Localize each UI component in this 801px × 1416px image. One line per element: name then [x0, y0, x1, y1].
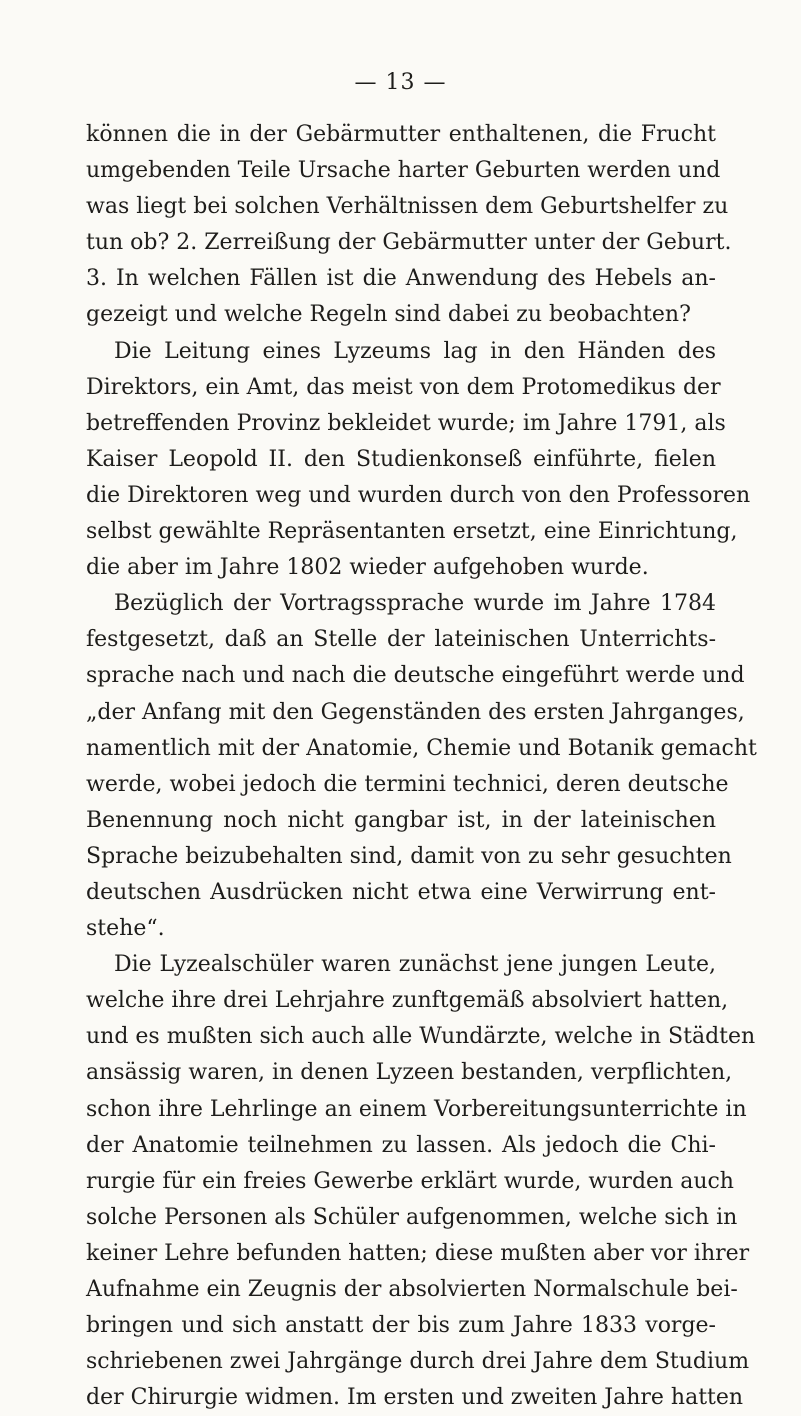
paragraph-start-line: Die Lyzealschüler waren zunächst jene jungen Leute, [114, 952, 716, 978]
text-line: die aber im Jahre 1802 wieder aufgehoben wurde. [86, 555, 649, 581]
text-line: selbst gewählte Repräsentanten ersetzt, eine Einrichtung, [86, 519, 738, 545]
text-line: Aufnahme ein Zeugnis der absolvierten Normalschule bei- [86, 1277, 738, 1302]
text-line: der Anatomie teilnehmen zu lassen. Als jedoch die Chi- [86, 1132, 716, 1158]
text-line: „der Anfang mit den Gegenständen des ersten Jahrganges, [86, 699, 745, 725]
text-line: rurgie für ein freies Gewerbe erklärt wurde, wurden auch [86, 1168, 734, 1194]
text-line: tun ob? 2. Zerreißung der Gebärmutter unter der Geburt. [86, 230, 732, 256]
text-line: deutschen Ausdrücken nicht etwa eine Verwirrung ent- [86, 879, 716, 905]
text-line: umgebenden Teile Ursache harter Geburten werden und [86, 158, 721, 184]
text-line: Benennung noch nicht gangbar ist, in der lateinischen [86, 807, 716, 833]
text-line: festgesetzt, daß an Stelle der lateinischen Unterrichts- [86, 627, 716, 653]
text-line: schriebenen zwei Jahrgänge durch drei Jahre dem Studium [86, 1349, 750, 1375]
text-line: 3. In welchen Fällen ist die Anwendung des Hebels an- [86, 266, 716, 292]
page-number: — 13 — [354, 70, 447, 95]
body-text [86, 117, 757, 1416]
text-line: Direktors, ein Amt, das meist von dem Protomedikus der [86, 374, 721, 400]
text-line: sprache nach und nach die deutsche eingeführt werde und [86, 663, 745, 689]
paragraph-start-line: Bezüglich der Vortragssprache wurde im Jahre 1784 [114, 591, 716, 617]
text-line: welche ihre drei Lehrjahre zunftgemäß absolviert hatten, [86, 988, 729, 1014]
text-line: gezeigt und welche Regeln sind dabei zu beobachten? [86, 302, 691, 328]
text-line: solche Personen als Schüler aufgenommen, welche sich in [86, 1204, 738, 1230]
text-line: betreffenden Provinz bekleidet wurde; im Jahre 1791, als [86, 410, 726, 436]
text-line: und es mußten sich auch alle Wundärzte, welche in Städten [86, 1024, 756, 1050]
text-line: namentlich mit der Anatomie, Chemie und Botanik gemacht [86, 735, 757, 761]
text-line: stehe“. [86, 916, 165, 942]
paragraph-start-line: Die Leitung eines Lyzeums lag in den Händen des [114, 338, 716, 364]
text-line: keiner Lehre befunden hatten; diese mußten aber vor ihrer [86, 1240, 750, 1266]
text-line: was liegt bei solchen Verhältnissen dem Geburtshelfer zu [86, 194, 729, 220]
text-line: schon ihre Lehrlinge an einem Vorbereitungsunterrichte in [86, 1096, 747, 1122]
text-line: ansässig waren, in denen Lyzeen bestanden, verpflichten, [86, 1060, 733, 1086]
text-line: können die in der Gebärmutter enthaltenen, die Frucht [86, 122, 716, 147]
text-line: die Direktoren weg und wurden durch von den Professoren [86, 482, 751, 508]
text-line: der Chirurgie widmen. Im ersten und zweiten Jahre hatten [86, 1385, 744, 1411]
text-line: Kaiser Leopold II. den Studienkonseß einführte, fielen [86, 446, 716, 472]
text-line: bringen und sich anstatt der bis zum Jahre 1833 vorge- [86, 1313, 716, 1339]
text-line: Sprache beizubehalten sind, damit von zu sehr gesuchten [86, 843, 732, 869]
text-line: werde, wobei jedoch die termini technici, deren deutsche [86, 771, 729, 797]
